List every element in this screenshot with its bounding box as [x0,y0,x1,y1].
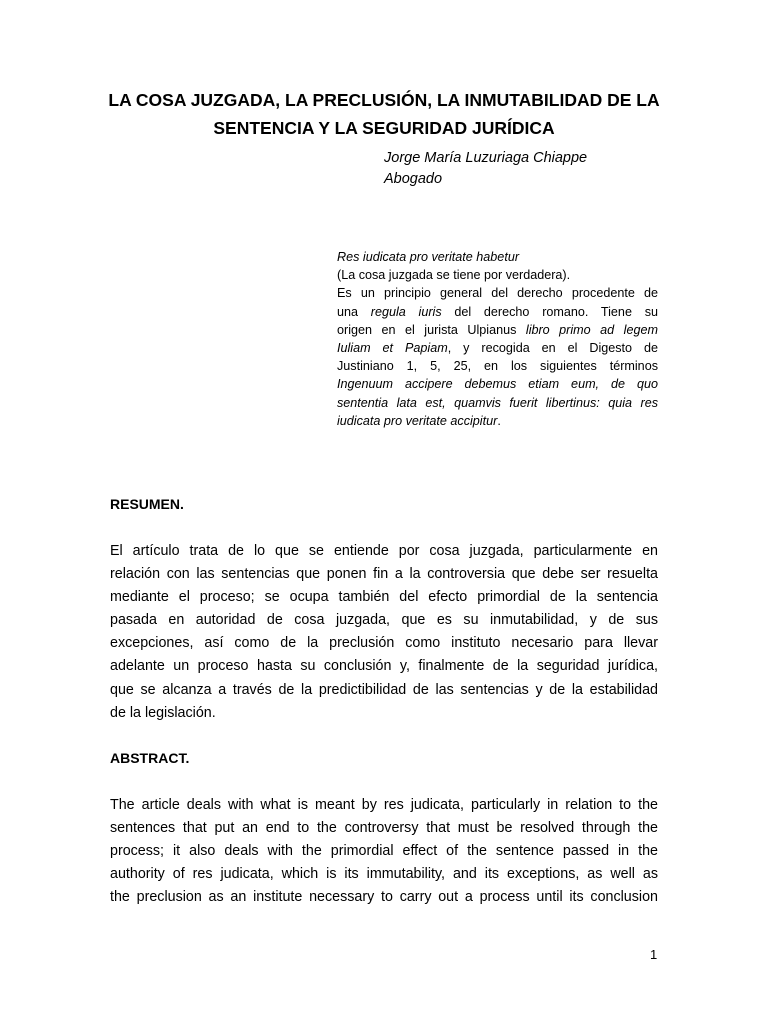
epigraph-line: Ingenuum accipere debemus etiam eum, de quo [337,377,658,392]
abstract-heading: ABSTRACT. [110,750,190,766]
abstract-line: authority of res judicata, which is its immutability, and its exceptions, as well as [110,866,658,883]
resumen-heading: RESUMEN. [110,496,184,512]
abstract-line: The article deals with what is meant by res judicata, particularly in relation to the [110,797,658,813]
page-number: 1 [650,947,658,962]
abstract-line: the preclusion as an institute necessary to carry out a process until its conclusion [110,889,658,906]
abstract-line: sentences that put an end to the controversy that must be resolved through the [110,820,658,837]
abstract-line: process; it also deals with the primordial effect of the sentence passed in the [110,843,658,860]
document-title [80,86,688,142]
resumen-line: adelante un proceso hasta su conclusión y, finalmente de la seguridad jurídica, [110,658,658,675]
epigraph-line: Iuliam et Papiam, y recogida en el Digesto de [337,341,659,356]
epigraph-line: una regula iuris del derecho romano. Tiene su [337,304,658,319]
author-role: Abogado [384,171,443,187]
resumen-line: pasada en autoridad de cosa juzgada, que es su inmutabilidad, y de sus [110,612,658,629]
resumen-paragraph [110,540,658,725]
epigraph-line: iudicata pro veritate accipitur. [337,413,501,428]
resumen-line: que se alcanza a través de la predictibilidad de las sentencias y de la estabilidad [110,681,658,698]
resumen-line: excepciones, así como de la preclusión como instituto necesario para llevar [110,635,658,652]
epigraph-line: sententia lata est, quamvis fuerit libertinus: quia res [337,395,658,410]
author-name: Jorge María Luzuriaga Chiappe [384,150,588,166]
title-line: SENTENCIA Y LA SEGURIDAD JURÍDICA [213,118,555,138]
epigraph-latin-maxim: Res iudicata pro veritate habetur [337,250,520,264]
abstract-paragraph [110,794,658,909]
resumen-line: de la legislación. [110,704,216,721]
epigraph-translation: (La cosa juzgada se tiene por verdadera). [337,268,571,283]
epigraph-line: Justiniano 1, 5, 25, en los siguientes términos [337,359,658,374]
resumen-line: El artículo trata de lo que se entiende por cosa juzgada, particularmente en [110,543,658,559]
epigraph-line: origen en el jurista Ulpianus libro primo ad legem [337,322,658,337]
epigraph-line: Es un principio general del derecho procedente de [337,286,658,301]
title-line: LA COSA JUZGADA, LA PRECLUSIÓN, LA INMUTABILIDAD DE LA [108,90,660,110]
epigraph [337,248,658,430]
author-block [384,148,587,190]
resumen-line: mediante el proceso; se ocupa también del efecto primordial de la sentencia [110,589,658,606]
resumen-line: relación con las sentencias que ponen fin a la controversia que debe ser resuelta [110,566,658,583]
